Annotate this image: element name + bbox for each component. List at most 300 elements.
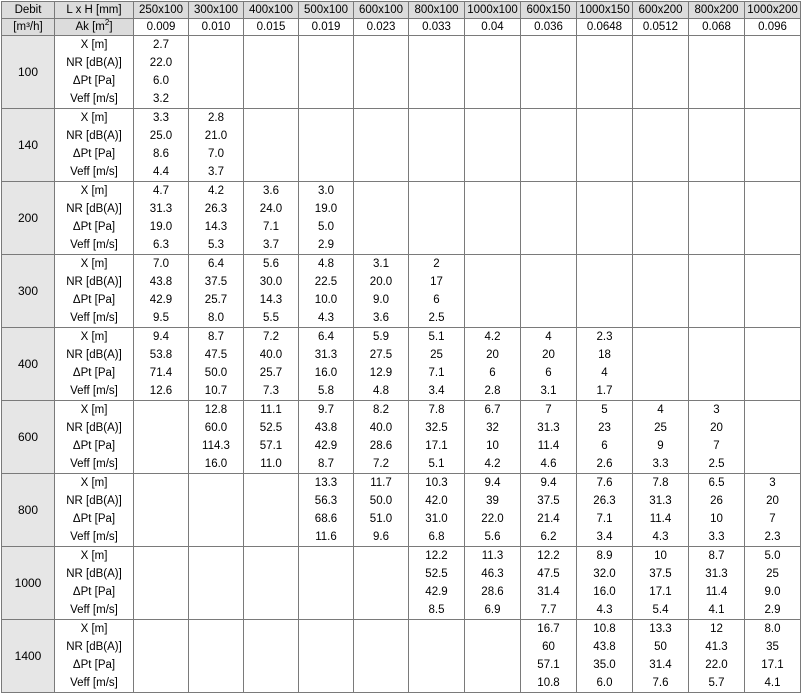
data-cell bbox=[745, 182, 801, 255]
param-labels bbox=[55, 401, 134, 474]
cell-value: 114.3 bbox=[202, 440, 230, 452]
cell-value: 8.9 bbox=[596, 550, 613, 562]
cell-value: 10.8 bbox=[593, 623, 616, 635]
cell-value: 37.5 bbox=[204, 276, 228, 288]
debit-value: 1000 bbox=[2, 547, 55, 620]
cell-value: 28.6 bbox=[481, 586, 504, 598]
cell-value: 7 bbox=[713, 440, 720, 452]
ak-value: 0.068 bbox=[689, 19, 745, 36]
data-cell bbox=[745, 328, 801, 401]
cell-value: 7 bbox=[545, 404, 552, 416]
cell-value: 3.2 bbox=[153, 93, 169, 105]
cell-value: 46.3 bbox=[481, 568, 504, 580]
table-row bbox=[2, 36, 801, 109]
param-labels bbox=[55, 547, 134, 620]
cell-value: 7.1 bbox=[263, 221, 279, 233]
cell-value: 6.7 bbox=[484, 404, 501, 416]
data-cell bbox=[299, 620, 354, 693]
cell-value: 32.5 bbox=[425, 422, 448, 434]
data-cell bbox=[465, 182, 521, 255]
debit-value: 100 bbox=[2, 36, 55, 109]
cell-value: 39 bbox=[486, 495, 499, 507]
cell-value: 11.6 bbox=[315, 531, 337, 543]
cell-value: 30.0 bbox=[259, 276, 283, 288]
data-cell bbox=[465, 401, 521, 474]
cell-value: 13.3 bbox=[314, 477, 338, 489]
param-labels bbox=[55, 182, 134, 255]
cell-value: 3.7 bbox=[208, 166, 224, 178]
ak-value: 0.096 bbox=[745, 19, 801, 36]
cell-value: 42.9 bbox=[314, 440, 338, 452]
cell-value: 31.3 bbox=[705, 568, 728, 580]
data-cell bbox=[189, 182, 244, 255]
data-cell bbox=[299, 182, 354, 255]
param-label: Veff [m/s] bbox=[70, 385, 118, 397]
cell-value: 17.1 bbox=[649, 586, 672, 598]
data-cell bbox=[633, 182, 689, 255]
cell-value: 25.0 bbox=[149, 130, 173, 142]
cell-value: 35.0 bbox=[593, 659, 616, 671]
ak-value: 0.04 bbox=[465, 19, 521, 36]
debit-header: Debit bbox=[2, 2, 55, 19]
cell-value: 6.2 bbox=[540, 531, 557, 543]
cell-value: 28.6 bbox=[369, 440, 393, 452]
data-cell bbox=[409, 182, 465, 255]
cell-value: 2.3 bbox=[596, 331, 613, 343]
debit-unit-header: [m³/h] bbox=[2, 19, 55, 36]
cell-value: 7.3 bbox=[263, 385, 279, 397]
cell-value: 18 bbox=[598, 349, 611, 361]
cell-value: 7.6 bbox=[652, 677, 669, 689]
data-cell bbox=[465, 328, 521, 401]
cell-value: 37.5 bbox=[649, 568, 672, 580]
data-cell bbox=[189, 401, 244, 474]
size-column-header: 1000x200 bbox=[745, 2, 801, 19]
param-label: ΔPt [Pa] bbox=[72, 659, 116, 671]
cell-value: 56.3 bbox=[314, 495, 338, 507]
cell-value: 10.8 bbox=[537, 677, 560, 689]
size-column-header: 1000x100 bbox=[465, 2, 521, 19]
cell-value: 9 bbox=[657, 440, 664, 452]
cell-value: 5.8 bbox=[318, 385, 334, 397]
cell-value: 8.7 bbox=[318, 458, 334, 470]
debit-value: 200 bbox=[2, 182, 55, 255]
cell-value: 5.0 bbox=[318, 221, 334, 233]
data-cell bbox=[633, 547, 689, 620]
cell-value: 10 bbox=[486, 440, 499, 452]
cell-value: 27.5 bbox=[369, 349, 393, 361]
cell-value: 12.6 bbox=[149, 385, 173, 397]
data-cell bbox=[633, 474, 689, 547]
data-cell bbox=[354, 401, 409, 474]
cell-value: 9.4 bbox=[153, 331, 169, 343]
data-cell bbox=[577, 182, 633, 255]
cell-value: 31.4 bbox=[537, 586, 560, 598]
cell-value: 60 bbox=[542, 641, 555, 653]
cell-value: 9.7 bbox=[318, 404, 334, 416]
data-cell bbox=[299, 401, 354, 474]
data-cell bbox=[244, 474, 299, 547]
data-cell bbox=[354, 620, 409, 693]
param-label: ΔPt [Pa] bbox=[72, 294, 116, 306]
data-cell bbox=[577, 547, 633, 620]
cell-value: 25 bbox=[654, 422, 667, 434]
cell-value: 11.4 bbox=[649, 513, 672, 525]
cell-value: 41.3 bbox=[705, 641, 728, 653]
cell-value: 43.8 bbox=[149, 276, 173, 288]
cell-value: 50 bbox=[654, 641, 667, 653]
size-column-header: 600x150 bbox=[521, 2, 577, 19]
cell-value: 43.8 bbox=[314, 422, 338, 434]
cell-value: 5 bbox=[601, 404, 608, 416]
table-row bbox=[2, 255, 801, 328]
data-cell bbox=[521, 182, 577, 255]
param-label: Veff [m/s] bbox=[70, 677, 118, 689]
data-cell bbox=[521, 474, 577, 547]
cell-value: 40.0 bbox=[369, 422, 393, 434]
cell-value: 4.7 bbox=[153, 185, 169, 197]
param-label: ΔPt [Pa] bbox=[72, 440, 116, 452]
cell-value: 2.8 bbox=[208, 112, 224, 124]
cell-value: 31.3 bbox=[314, 349, 338, 361]
cell-value: 2.9 bbox=[318, 239, 334, 251]
cell-value: 4 bbox=[545, 331, 552, 343]
cell-value: 11.0 bbox=[260, 458, 282, 470]
cell-value: 7.1 bbox=[428, 367, 445, 379]
cell-value: 31.3 bbox=[537, 422, 560, 434]
cell-value: 5.6 bbox=[263, 258, 279, 270]
debit-value: 1400 bbox=[2, 620, 55, 693]
param-label: X [m] bbox=[80, 623, 108, 635]
cell-value: 26.3 bbox=[593, 495, 616, 507]
param-label: Veff [m/s] bbox=[70, 166, 118, 178]
cell-value: 8.5 bbox=[428, 604, 445, 616]
cell-value: 3.3 bbox=[153, 112, 169, 124]
cell-value: 31.4 bbox=[649, 659, 672, 671]
data-cell bbox=[409, 255, 465, 328]
cell-value: 9.6 bbox=[373, 531, 389, 543]
cell-value: 16.0 bbox=[593, 586, 616, 598]
cell-value: 4.2 bbox=[484, 331, 501, 343]
cell-value: 40.0 bbox=[259, 349, 283, 361]
param-label: NR [dB(A)] bbox=[66, 57, 122, 69]
data-cell bbox=[409, 474, 465, 547]
data-cell bbox=[354, 474, 409, 547]
cell-value: 6 bbox=[545, 367, 552, 379]
param-labels bbox=[55, 620, 134, 693]
data-cell bbox=[689, 547, 745, 620]
cell-value: 4.8 bbox=[318, 258, 334, 270]
param-label: X [m] bbox=[80, 477, 108, 489]
size-column-header: 600x200 bbox=[633, 2, 689, 19]
cell-value: 31.0 bbox=[425, 513, 448, 525]
cell-value: 52.5 bbox=[425, 568, 448, 580]
param-label: ΔPt [Pa] bbox=[72, 221, 116, 233]
cell-value: 10.0 bbox=[314, 294, 338, 306]
cell-value: 5.6 bbox=[484, 531, 501, 543]
cell-value: 26.3 bbox=[204, 203, 228, 215]
param-label: NR [dB(A)] bbox=[66, 203, 122, 215]
data-cell bbox=[521, 401, 577, 474]
cell-value: 12.2 bbox=[425, 550, 448, 562]
data-cell bbox=[633, 255, 689, 328]
cell-value: 19.0 bbox=[149, 221, 173, 233]
cell-value: 20 bbox=[710, 422, 723, 434]
data-cell bbox=[189, 328, 244, 401]
cell-value: 2.5 bbox=[708, 458, 725, 470]
cell-value: 47.5 bbox=[204, 349, 228, 361]
cell-value: 22.0 bbox=[149, 57, 173, 69]
cell-value: 7.2 bbox=[263, 331, 279, 343]
data-cell bbox=[299, 328, 354, 401]
cell-value: 4.1 bbox=[708, 604, 725, 616]
cell-value: 32.0 bbox=[593, 568, 616, 580]
data-cell bbox=[134, 255, 189, 328]
param-label: Veff [m/s] bbox=[70, 93, 118, 105]
data-cell bbox=[521, 620, 577, 693]
cell-value: 6 bbox=[433, 294, 440, 306]
cell-value: 60.0 bbox=[204, 422, 228, 434]
data-cell bbox=[577, 36, 633, 109]
cell-value: 16.0 bbox=[314, 367, 338, 379]
diffuser-performance-table bbox=[1, 1, 801, 693]
param-label: NR [dB(A)] bbox=[66, 495, 122, 507]
cell-value: 25 bbox=[430, 349, 443, 361]
cell-value: 9.4 bbox=[484, 477, 501, 489]
cell-value: 7.8 bbox=[428, 404, 445, 416]
data-cell bbox=[521, 109, 577, 182]
ak-header: Ak $[m^2]$ bbox=[55, 19, 134, 36]
param-label: X [m] bbox=[80, 39, 108, 51]
data-cell bbox=[244, 620, 299, 693]
cell-value: 11.4 bbox=[537, 440, 560, 452]
cell-value: 4.4 bbox=[153, 166, 169, 178]
cell-value: 7.6 bbox=[596, 477, 613, 489]
data-cell bbox=[633, 401, 689, 474]
cell-value: 43.8 bbox=[593, 641, 616, 653]
debit-value: 800 bbox=[2, 474, 55, 547]
cell-value: 9.4 bbox=[540, 477, 557, 489]
cell-value: 16.7 bbox=[537, 623, 560, 635]
size-column-header: 800x100 bbox=[409, 2, 465, 19]
param-labels bbox=[55, 328, 134, 401]
cell-value: 10.3 bbox=[425, 477, 448, 489]
data-cell bbox=[189, 547, 244, 620]
data-cell bbox=[745, 620, 801, 693]
ak-value: 0.015 bbox=[244, 19, 299, 36]
cell-value: 22.0 bbox=[705, 659, 728, 671]
data-cell bbox=[577, 109, 633, 182]
cell-value: 68.6 bbox=[314, 513, 338, 525]
cell-value: 6.4 bbox=[208, 258, 224, 270]
ak-value: 0.023 bbox=[354, 19, 409, 36]
cell-value: 6 bbox=[489, 367, 496, 379]
cell-value: 3.6 bbox=[263, 185, 279, 197]
cell-value: 5.3 bbox=[208, 239, 224, 251]
cell-value: 2.8 bbox=[484, 385, 501, 397]
data-cell bbox=[633, 620, 689, 693]
data-cell bbox=[299, 547, 354, 620]
table-body bbox=[2, 36, 801, 693]
param-labels bbox=[55, 255, 134, 328]
data-cell bbox=[745, 36, 801, 109]
cell-value: 6.3 bbox=[153, 239, 169, 251]
data-cell bbox=[354, 547, 409, 620]
cell-value: 22.5 bbox=[314, 276, 338, 288]
cell-value: 3.7 bbox=[263, 239, 279, 251]
data-cell bbox=[299, 255, 354, 328]
cell-value: 7.2 bbox=[373, 458, 389, 470]
debit-value: 140 bbox=[2, 109, 55, 182]
cell-value: 3.4 bbox=[596, 531, 613, 543]
cell-value: 23 bbox=[598, 422, 611, 434]
data-cell bbox=[244, 401, 299, 474]
data-cell bbox=[689, 474, 745, 547]
cell-value: 25 bbox=[766, 568, 779, 580]
cell-value: 6.4 bbox=[318, 331, 334, 343]
data-cell bbox=[244, 328, 299, 401]
data-cell bbox=[134, 401, 189, 474]
data-cell bbox=[409, 36, 465, 109]
cell-value: 35 bbox=[766, 641, 779, 653]
cell-value: 6.0 bbox=[153, 75, 169, 87]
cell-value: 11.7 bbox=[370, 477, 392, 489]
cell-value: 20 bbox=[486, 349, 499, 361]
ak-value: 0.033 bbox=[409, 19, 465, 36]
cell-value: 6.8 bbox=[428, 531, 445, 543]
cell-value: 7.8 bbox=[652, 477, 669, 489]
cell-value: 4 bbox=[657, 404, 664, 416]
table-row bbox=[2, 620, 801, 693]
param-label: X [m] bbox=[80, 112, 108, 124]
cell-value: 50.0 bbox=[204, 367, 228, 379]
cell-value: 2.7 bbox=[153, 39, 169, 51]
data-cell bbox=[134, 109, 189, 182]
cell-value: 71.4 bbox=[149, 367, 173, 379]
data-cell bbox=[521, 255, 577, 328]
data-cell bbox=[521, 547, 577, 620]
cell-value: 2.5 bbox=[428, 312, 445, 324]
table-row bbox=[2, 328, 801, 401]
cell-value: 53.8 bbox=[149, 349, 173, 361]
cell-value: 42.9 bbox=[149, 294, 173, 306]
data-cell bbox=[244, 36, 299, 109]
ak-value: 0.010 bbox=[189, 19, 244, 36]
cell-value: 5.4 bbox=[652, 604, 669, 616]
data-cell bbox=[354, 182, 409, 255]
param-labels bbox=[55, 474, 134, 547]
param-label: NR [dB(A)] bbox=[66, 349, 122, 361]
cell-value: 5.1 bbox=[428, 331, 445, 343]
size-column-header: 300x100 bbox=[189, 2, 244, 19]
data-cell bbox=[465, 474, 521, 547]
cell-value: 12.2 bbox=[537, 550, 560, 562]
debit-value: 300 bbox=[2, 255, 55, 328]
cell-value: 57.1 bbox=[259, 440, 283, 452]
cell-value: 11.1 bbox=[260, 404, 282, 416]
cell-value: 12.9 bbox=[369, 367, 393, 379]
cell-value: 3.3 bbox=[708, 531, 725, 543]
table-row bbox=[2, 547, 801, 620]
param-label: NR [dB(A)] bbox=[66, 641, 122, 653]
cell-value: 4.3 bbox=[318, 312, 334, 324]
data-cell bbox=[409, 401, 465, 474]
cell-value: 5.5 bbox=[263, 312, 279, 324]
data-cell bbox=[409, 109, 465, 182]
cell-value: 12.8 bbox=[204, 404, 228, 416]
size-column-header: 500x100 bbox=[299, 2, 354, 19]
cell-value: 5.7 bbox=[708, 677, 725, 689]
data-cell bbox=[354, 255, 409, 328]
cell-value: 13.3 bbox=[649, 623, 672, 635]
data-cell bbox=[465, 255, 521, 328]
param-labels bbox=[55, 109, 134, 182]
data-cell bbox=[409, 547, 465, 620]
param-label: ΔPt [Pa] bbox=[72, 513, 116, 525]
data-cell bbox=[521, 36, 577, 109]
data-cell bbox=[465, 620, 521, 693]
cell-value: 14.3 bbox=[259, 294, 283, 306]
cell-value: 25.7 bbox=[204, 294, 228, 306]
data-cell bbox=[134, 182, 189, 255]
ak-value: 0.036 bbox=[521, 19, 577, 36]
cell-value: 4 bbox=[601, 367, 608, 379]
cell-value: 9.0 bbox=[373, 294, 389, 306]
cell-value: 50.0 bbox=[369, 495, 393, 507]
cell-value: 17 bbox=[430, 276, 443, 288]
ak-value: 0.0648 bbox=[577, 19, 633, 36]
data-cell bbox=[689, 401, 745, 474]
cell-value: 19.0 bbox=[314, 203, 338, 215]
cell-value: 14.3 bbox=[204, 221, 228, 233]
cell-value: 3.0 bbox=[318, 185, 334, 197]
cell-value: 4.1 bbox=[764, 677, 781, 689]
cell-value: 10.7 bbox=[204, 385, 228, 397]
table-row bbox=[2, 474, 801, 547]
param-label: NR [dB(A)] bbox=[66, 276, 122, 288]
cell-value: 6.9 bbox=[484, 604, 501, 616]
cell-value: 4.8 bbox=[373, 385, 389, 397]
cell-value: 8.6 bbox=[153, 148, 169, 160]
cell-value: 9.5 bbox=[153, 312, 169, 324]
data-cell bbox=[244, 182, 299, 255]
size-column-header: 1000x150 bbox=[577, 2, 633, 19]
data-cell bbox=[134, 328, 189, 401]
cell-value: 2 bbox=[433, 258, 440, 270]
param-label: ΔPt [Pa] bbox=[72, 148, 116, 160]
data-cell bbox=[354, 36, 409, 109]
size-header: L x H [mm] bbox=[55, 2, 134, 19]
param-label: X [m] bbox=[80, 258, 108, 270]
cell-value: 37.5 bbox=[537, 495, 560, 507]
cell-value: 31.3 bbox=[649, 495, 672, 507]
cell-value: 4.2 bbox=[484, 458, 501, 470]
cell-value: 3.4 bbox=[428, 385, 445, 397]
cell-value: 3.1 bbox=[540, 385, 557, 397]
cell-value: 5.0 bbox=[764, 550, 781, 562]
table-row bbox=[2, 109, 801, 182]
data-cell bbox=[633, 328, 689, 401]
param-label: NR [dB(A)] bbox=[66, 568, 122, 580]
data-cell bbox=[189, 255, 244, 328]
data-cell bbox=[745, 401, 801, 474]
data-cell bbox=[745, 109, 801, 182]
cell-value: 21.4 bbox=[537, 513, 560, 525]
data-cell bbox=[745, 547, 801, 620]
data-cell bbox=[189, 36, 244, 109]
data-cell bbox=[244, 109, 299, 182]
cell-value: 21.0 bbox=[204, 130, 228, 142]
